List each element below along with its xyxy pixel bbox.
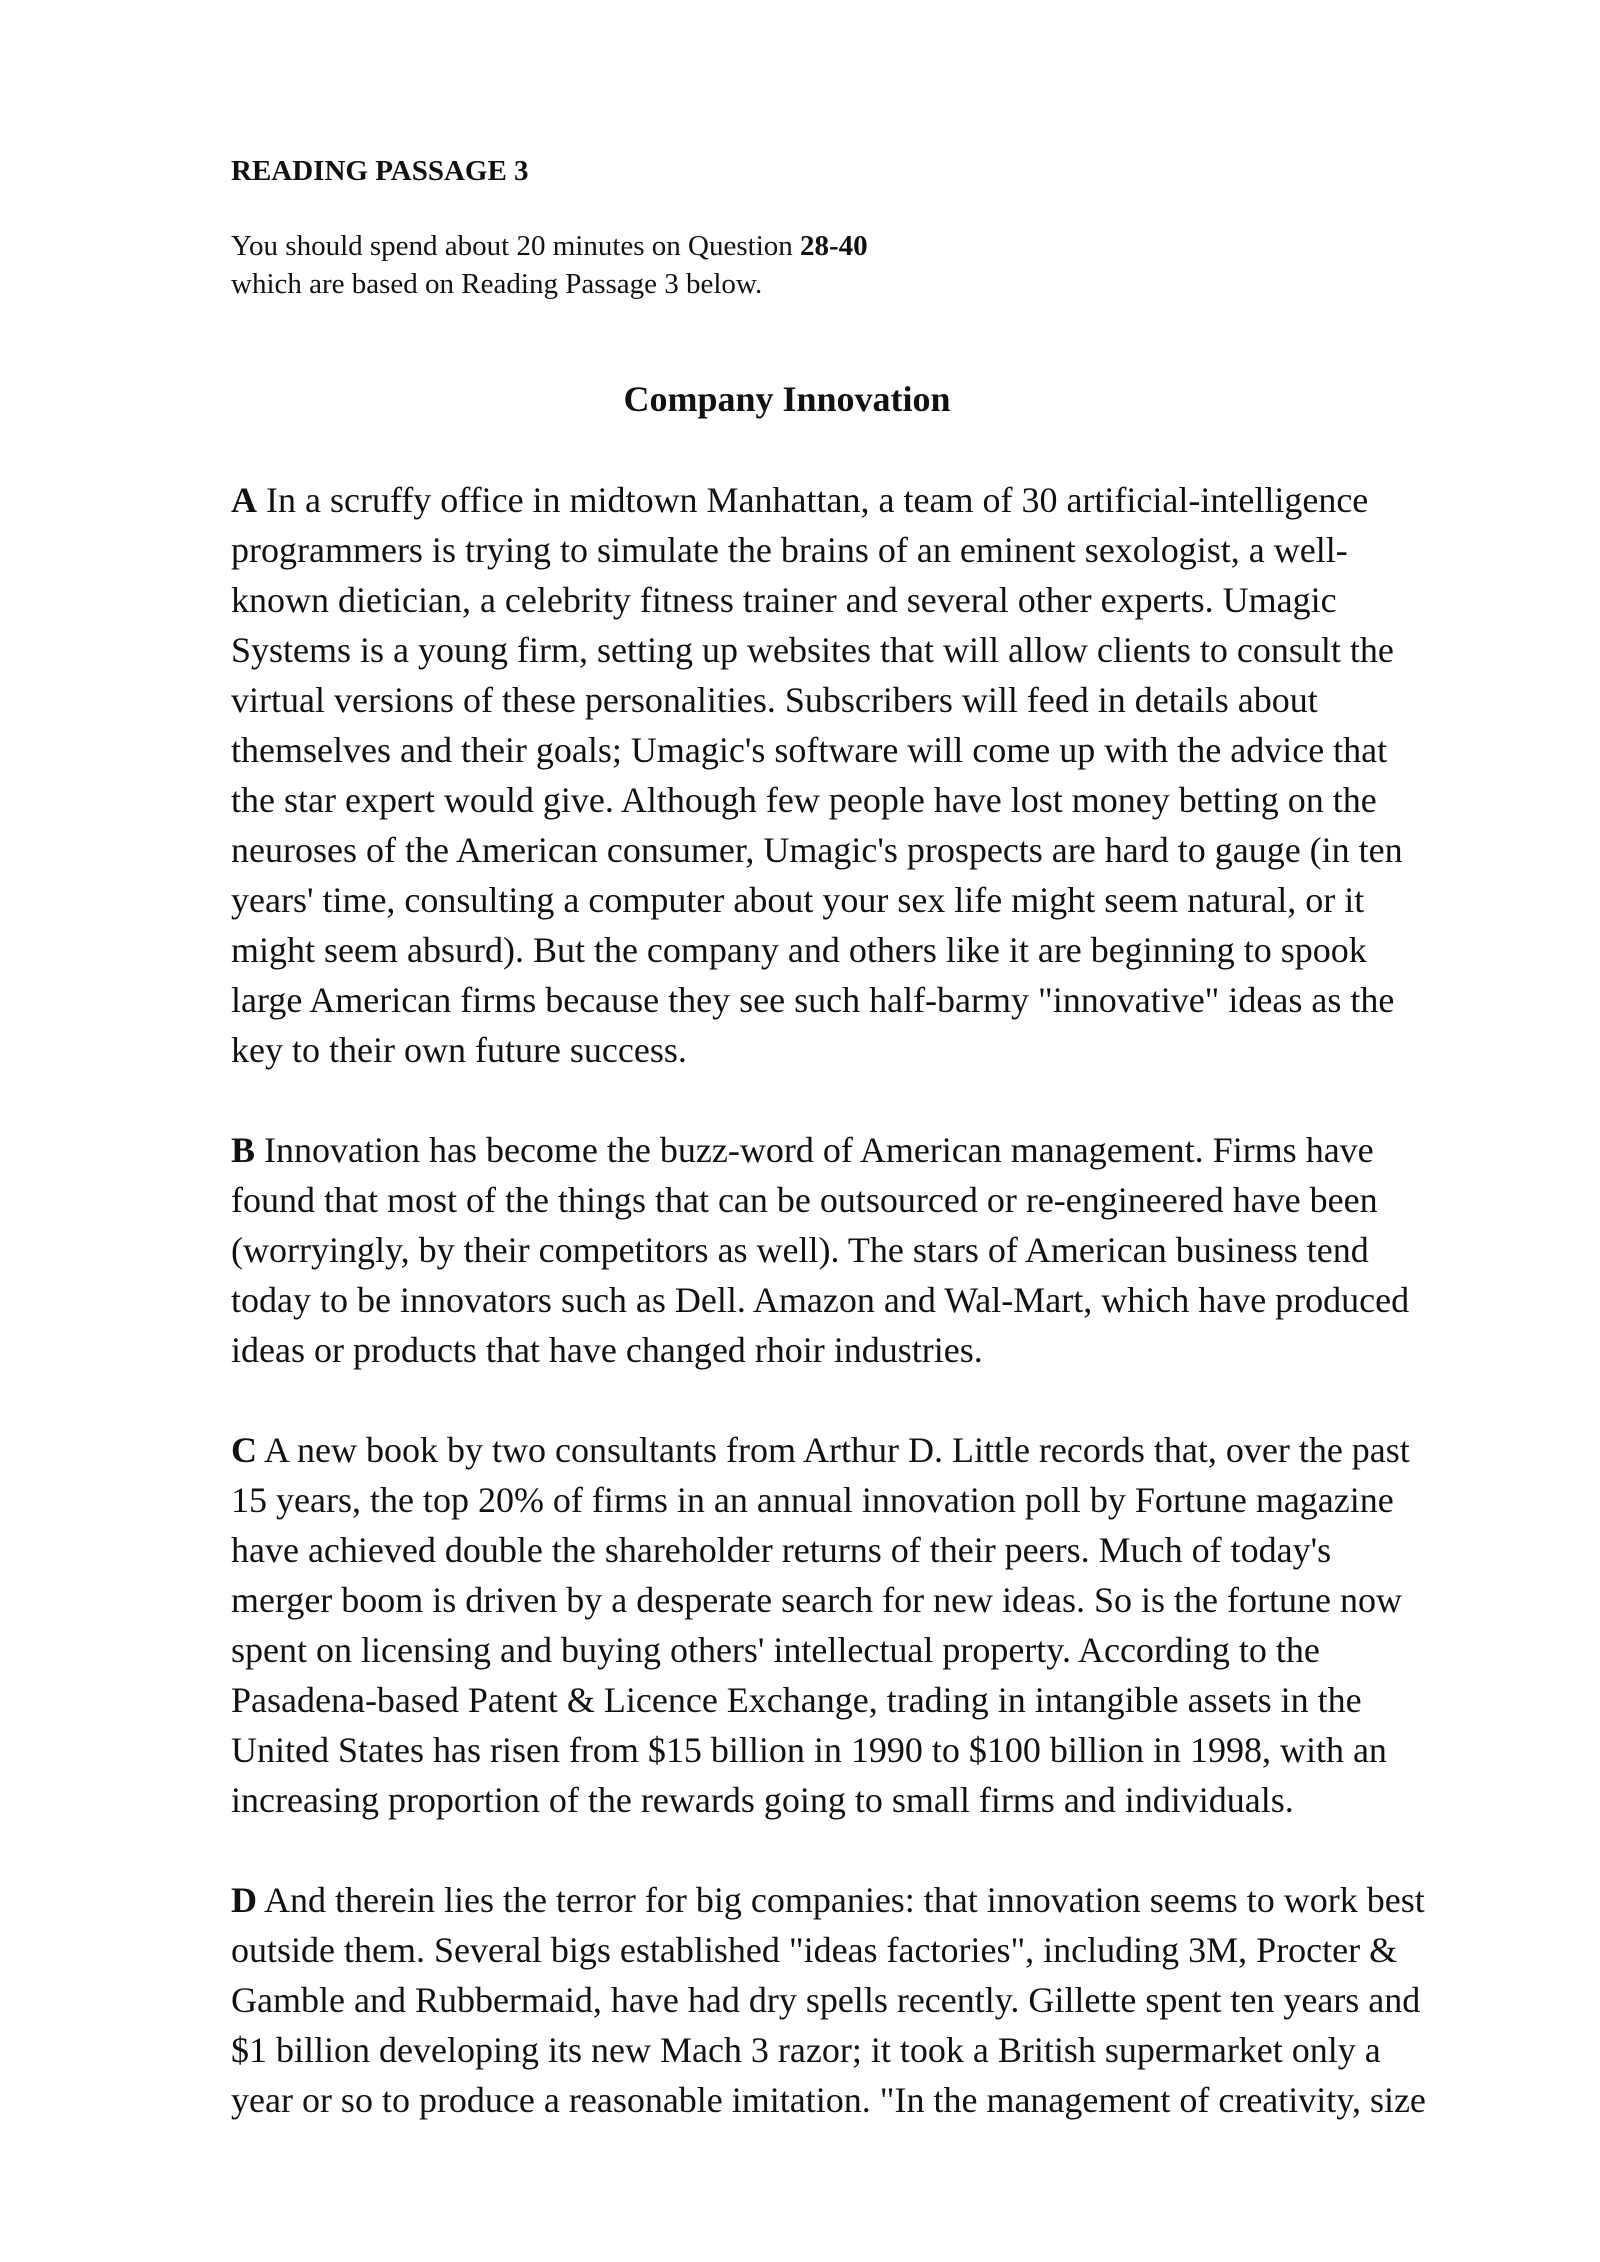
paragraph-text: A new book by two consultants from Arthur D. Little records that, over the past [257,1430,1410,1470]
paragraph-text: Innovation has become the buzz-word of American management. Firms have [255,1130,1374,1170]
paragraph-letter: A [231,480,257,520]
paragraph-letter: B [231,1130,256,1170]
paragraph-line [231,1125,1501,1175]
paragraph-line: might seem absurd). But the company and others like it are beginning to spook [231,930,1367,970]
paragraph-letter: D [231,1880,257,1920]
instructions-line-2: which are based on Reading Passage 3 below. [231,268,763,300]
paragraph-a [231,475,1501,1075]
paragraph-text: And therein lies the terror for big companies: that innovation seems to work best [257,1880,1425,1920]
instructions-text: You should spend about 20 minutes on Question [231,230,801,262]
paragraph-line: have achieved double the shareholder returns of their peers. Much of today's [231,1530,1332,1570]
paragraph-line: year or so to produce a reasonable imitation. "In the management of creativity, size [231,2080,1426,2120]
paragraph-line: (worryingly, by their competitors as well). The stars of American business tend [231,1230,1369,1270]
paragraph-line: United States has risen from $15 billion in 1990 to $100 billion in 1998, with an [231,1730,1387,1770]
paragraph-line: ideas or products that have changed rhoir industries. [231,1330,983,1370]
instructions-line-1 [231,227,868,265]
paragraph-line: outside them. Several bigs established "ideas factories", including 3M, Procter & [231,1930,1398,1970]
paragraph-letter: C [231,1430,257,1470]
paragraph-line: 15 years, the top 20% of firms in an annual innovation poll by Fortune magazine [231,1480,1394,1520]
paragraph-line: neuroses of the American consumer, Umagic's prospects are hard to gauge (in ten [231,830,1403,870]
paragraph-line: known dietician, a celebrity fitness trainer and several other experts. Umagic [231,580,1337,620]
paragraph-line: $1 billion developing its new Mach 3 razor; it took a British supermarket only a [231,2030,1381,2070]
paragraph-text: In a scruffy office in midtown Manhattan, a team of 30 artificial-intelligence [257,480,1369,520]
paragraph-line: large American firms because they see such half-barmy "innovative" ideas as the [231,980,1395,1020]
paragraph-line: Systems is a young firm, setting up websites that will allow clients to consult the [231,630,1394,670]
paragraph-line: years' time, consulting a computer about your sex life might seem natural, or it [231,880,1365,920]
paragraph-c [231,1425,1501,1825]
instructions [231,227,868,303]
passage-heading: READING PASSAGE 3 [231,155,529,187]
paragraph-line [231,475,1501,525]
paragraph-line: Gamble and Rubbermaid, have had dry spells recently. Gillette spent ten years and [231,1980,1421,2020]
paragraph-line: key to their own future success. [231,1030,687,1070]
paragraph-b [231,1125,1501,1375]
paragraph-line: increasing proportion of the rewards going to small firms and individuals. [231,1780,1294,1820]
question-range: 28-40 [800,230,868,262]
paragraph-line: Pasadena-based Patent & Licence Exchange, trading in intangible assets in the [231,1680,1362,1720]
passage-title: Company Innovation [623,379,951,419]
paragraph-line: virtual versions of these personalities. Subscribers will feed in details about [231,680,1318,720]
paragraph-line: merger boom is driven by a desperate search for new ideas. So is the fortune now [231,1580,1402,1620]
paragraph-line [231,1875,1501,1925]
paragraph-line: spent on licensing and buying others' intellectual property. According to the [231,1630,1320,1670]
paragraph-line [231,1425,1501,1475]
paragraph-line: found that most of the things that can be outsourced or re-engineered have been [231,1180,1378,1220]
paragraph-d [231,1875,1501,2125]
paragraph-line: the star expert would give. Although few people have lost money betting on the [231,780,1377,820]
paragraph-line: programmers is trying to simulate the brains of an eminent sexologist, a well- [231,530,1348,570]
paragraph-line: today to be innovators such as Dell. Amazon and Wal-Mart, which have produced [231,1280,1410,1320]
paragraph-line: themselves and their goals; Umagic's software will come up with the advice that [231,730,1388,770]
